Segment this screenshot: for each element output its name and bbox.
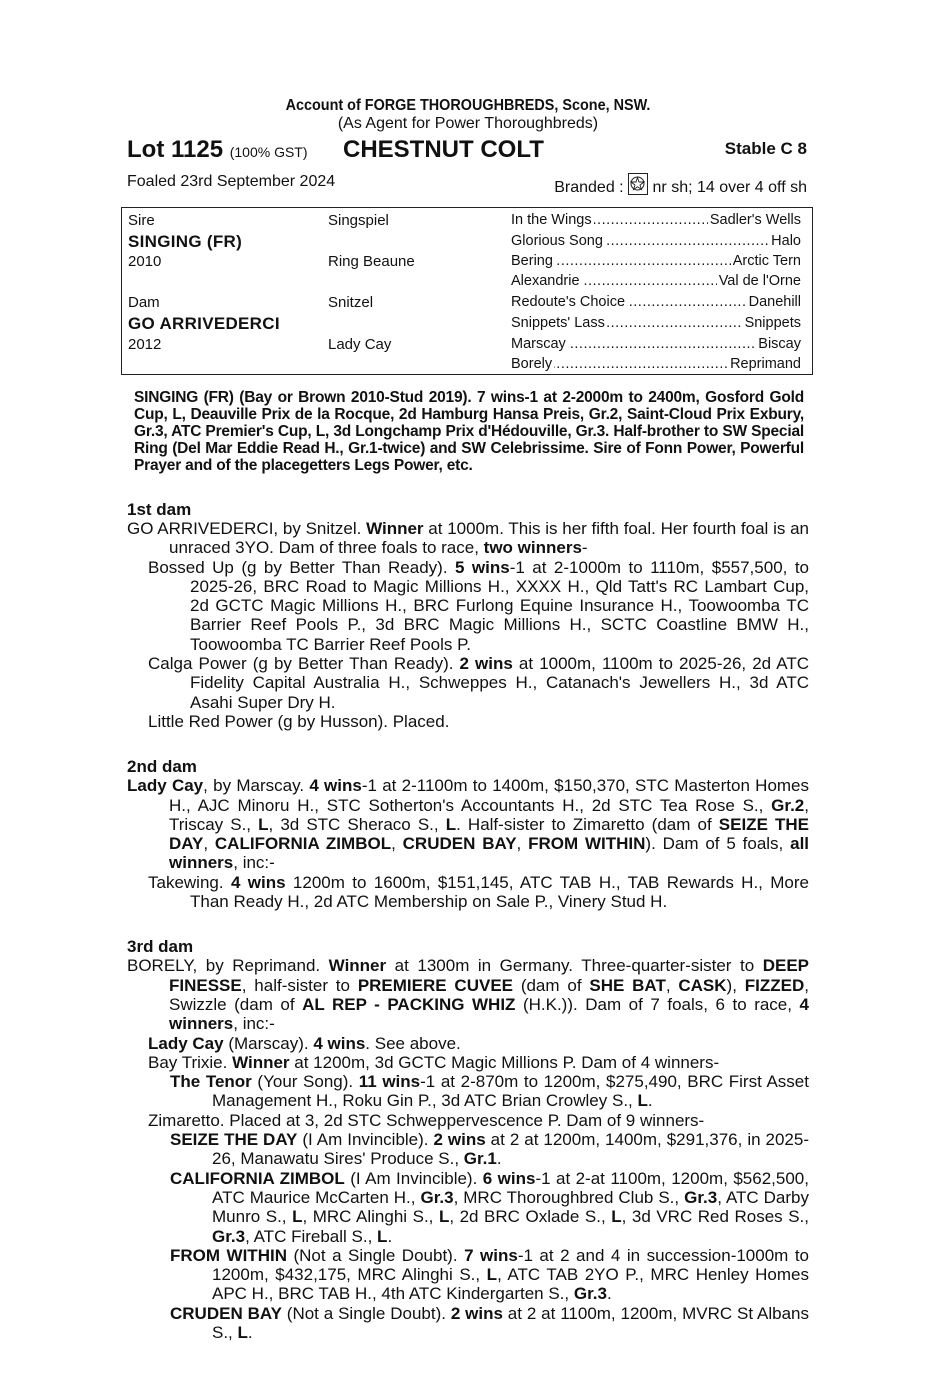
brand-mark-icon — [628, 173, 648, 195]
foaled-date: Foaled 23rd September 2024 — [127, 173, 336, 190]
sire-dam: Ring Beaune — [328, 253, 415, 270]
brand-info — [554, 173, 807, 197]
lot-row — [127, 135, 809, 165]
second-dam-heading: 2nd dam — [127, 757, 197, 777]
dam-entry: Lady Cay, by Marscay. 4 wins-1 at 2-1100m to 1400m, $150,370, STC Masterton Homes H., AJC Minoru H., STC Sotherton's Accountants H., 2d STC Tea Rose S., Gr.2, Triscay S., L, 3d STC Sheraco S., L. Half-sister to Zimaretto (dam of SEIZE THE DAY, CALIFORNIA ZIMBOL, CRUDEN BAY, FROM WITHIN). Dam of 5 foals, all winners, inc:- — [127, 776, 810, 873]
gst-note: (100% GST) — [229, 144, 308, 160]
grandparent-row: ..... Snippets' Lass Snippets — [511, 315, 801, 331]
progeny-entry: Takewing. 4 wins 1200m to 1600m, $151,145, ATC TAB H., TAB Rewards H., More Than Ready H., 2d ATC Membership on Sale P., Vinery Stud H. — [148, 872, 809, 912]
dam-entry: GO ARRIVEDERCI, by Snitzel. Winner at 1000m. This is her fifth foal. Her fourth foal is an unraced 3YO. Dam of three foals to race, two winners- — [127, 519, 809, 558]
grandparent-row: ..... Marscay Biscay — [511, 336, 801, 352]
progeny-entry: Zimaretto. Placed at 3, 2d STC Schweppervescence P. Dam of 9 winners- — [148, 1110, 705, 1130]
grandparent-row: ..... In the Wings Sadler's Wells — [511, 212, 801, 228]
progeny-entry: CRUDEN BAY (Not a Single Doubt). 2 wins at 2 at 1100m, 1200m, MVRC St Albans S., L. — [170, 1303, 809, 1342]
grandparent-row: ..... Glorious Song Halo — [511, 233, 801, 249]
sire-summary: SINGING (FR) (Bay or Brown 2010-Stud 2019). 7 wins-1 at 2-2000m to 2400m, Gosford Gold Cup, L, Deauville Prix de la Rocque, 2d Hamburg Hansa Preis, Gr.2, Saint-Cloud Prix Exbury, Gr.3, ATC Premier's Cup, L, 3d Longchamp Prix d'Hédouville, Gr.3. Half-brother to SW Special Ring (Del Mar Eddie Read H., Gr.1-twice) and SW Celebrissime. Sire of Fonn Power, Powerful Prayer and of the placegetters Legs Power, etc. — [134, 389, 804, 474]
pedigree-table — [121, 207, 813, 375]
vendor-agent: (As Agent for Power Thoroughbreds) — [337, 115, 599, 132]
foal-row — [127, 169, 809, 195]
horse-description: CHESTNUT COLT — [343, 136, 544, 163]
brand-text: nr sh; 14 over 4 off sh — [652, 179, 807, 196]
dam-name: GO ARRIVEDERCI — [128, 314, 280, 333]
dam-year: 2012 — [128, 336, 162, 353]
branded-label: Branded : — [554, 179, 624, 196]
dam-label: Dam — [128, 294, 160, 311]
vendor-account: Account of FORGE THOROUGHBREDS, Scone, NSW. — [285, 97, 651, 114]
sire-name: SINGING (FR) — [128, 232, 243, 251]
progeny-entry: Bossed Up (g by Better Than Ready). 5 wins-1 at 2-1000m to 1110m, $557,500, to 2025-26, BRC Road to Magic Millions H., XXXX H., Qld Tatt's RC Lambart Cup, 2d GCTC Magic Millions H., BRC Furlong Equine Insurance H., Toowoomba TC Barrier Reef Pools P., 3d BRC Magic Millions H., SCTC Coastline BMW H., Toowoomba TC Barrier Reef Pools P. — [148, 557, 810, 654]
grandparent-row: ..... Alexandrie Val de l'Orne — [511, 273, 801, 289]
progeny-entry: SEIZE THE DAY (I Am Invincible). 2 wins at 2 at 1200m, 1400m, $291,376, in 2025-26, Manawatu Sires' Produce S., Gr.1. — [170, 1130, 810, 1169]
progeny-entry: Lady Cay (Marscay). 4 wins. See above. — [148, 1033, 461, 1053]
sire-sire: Singspiel — [328, 212, 389, 229]
dam-entry: BORELY, by Reprimand. Winner at 1300m in Germany. Three-quarter-sister to DEEP FINESSE, half-sister to PREMIERE CUVEE (dam of SHE BAT, CASK), FIZZED, Swizzle (dam of AL REP - PACKING WHIZ (H.K.)). Dam of 7 foals, 6 to race, 4 winners, inc:- — [127, 956, 809, 1034]
grandparent-row: ..... Bering Arctic Tern — [511, 253, 801, 269]
progeny-entry: Little Red Power (g by Husson). Placed. — [148, 711, 450, 731]
catalogue-page — [127, 96, 809, 1342]
grandparent-row: ..... Borely Reprimand — [511, 356, 801, 372]
progeny-entry: CALIFORNIA ZIMBOL (I Am Invincible). 6 wins-1 at 2-at 1100m, 1200m, $562,500, ATC Maurice McCarten H., Gr.3, MRC Thoroughbred Club S., Gr.3, ATC Darby Munro S., L, MRC Alinghi S., L, 2d BRC Oxlade S., L, 3d VRC Red Roses S., Gr.3, ATC Fireball S., L. — [170, 1168, 809, 1246]
stable-location: Stable C 8 — [724, 139, 807, 158]
third-dam-heading: 3rd dam — [127, 937, 194, 957]
sire-label: Sire — [128, 212, 155, 229]
first-dam-heading: 1st dam — [127, 500, 192, 519]
dam-dam: Lady Cay — [328, 336, 392, 353]
grandparent-row: ..... Redoute's Choice Danehill — [511, 294, 801, 310]
progeny-entry: FROM WITHIN (Not a Single Doubt). 7 wins-1 at 2 and 4 in succession-1000m to 1200m, $432,175, MRC Alinghi S., L, ATC TAB 2YO P., MRC Henley Homes APC H., BRC TAB H., 4th ATC Kindergarten S., Gr.3. — [170, 1245, 810, 1304]
progeny-entry: The Tenor (Your Song). 11 wins-1 at 2-870m to 1200m, $275,490, BRC First Asset Management H., Roku Gin P., 3d ATC Brian Crowley S., L. — [170, 1072, 809, 1111]
lot-number: Lot 1125 (100% GST) — [127, 136, 308, 163]
dam-sire: Snitzel — [328, 294, 374, 311]
sire-year: 2010 — [128, 253, 162, 270]
progeny-entry: Calga Power (g by Better Than Ready). 2 wins at 1000m, 1100m to 2025-26, 2d ATC Fidelity Capital Australia H., Schweppes H., Catanach's Jewellers H., 3d ATC Asahi Super Dry H. — [148, 654, 809, 712]
progeny-entry: Bay Trixie. Winner at 1200m, 3d GCTC Magic Millions P. Dam of 4 winners- — [148, 1052, 720, 1072]
